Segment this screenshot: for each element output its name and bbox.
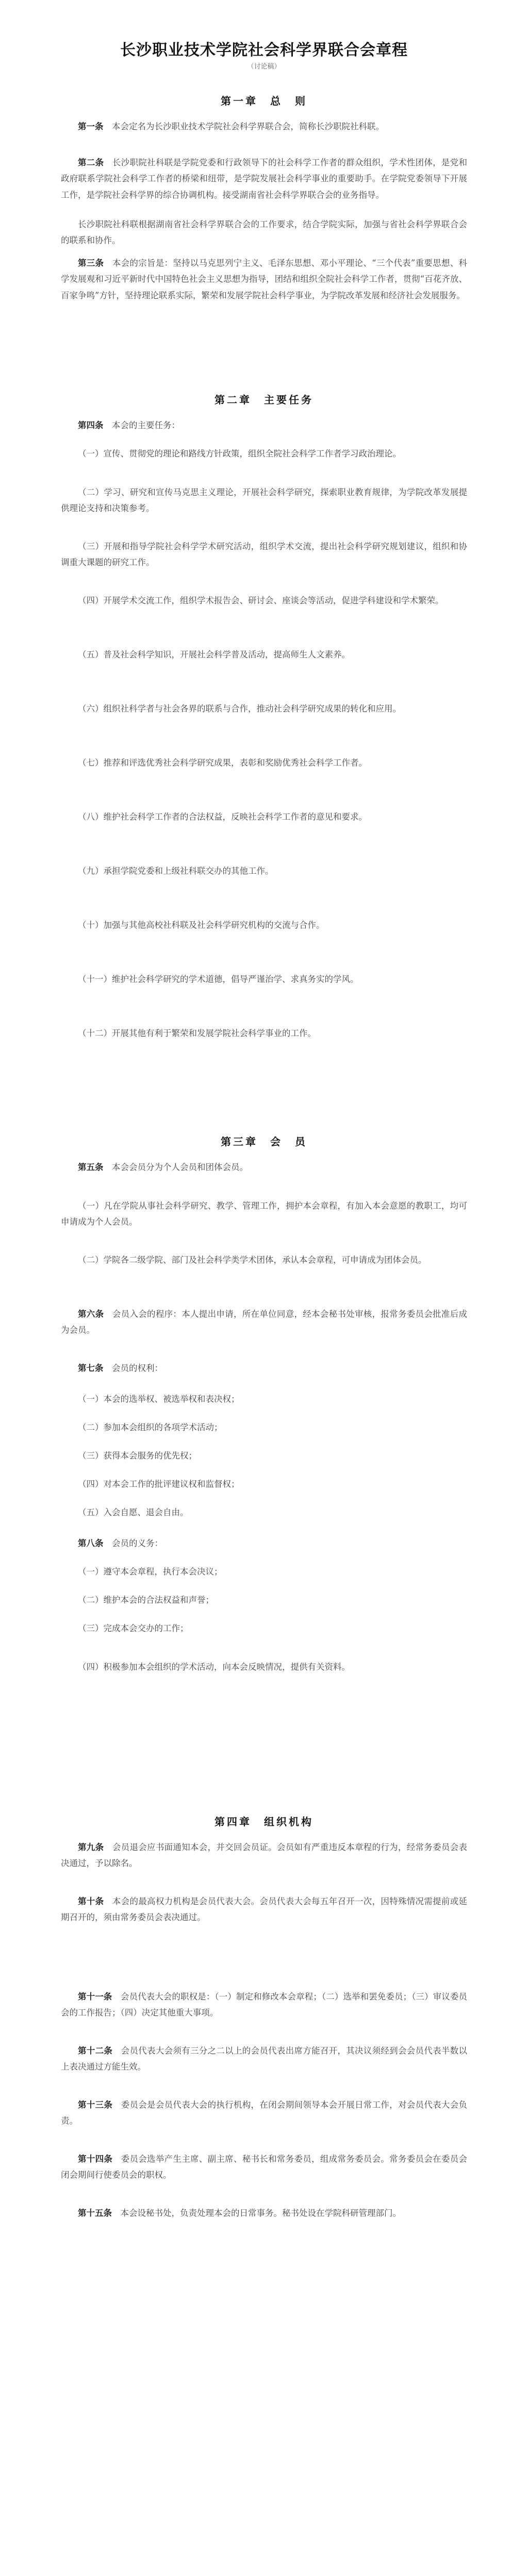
article-text: 长沙职院社科联是学院党委和行政领导下的社会科学工作者的群众组织，学术性团体，是党和政府联系学院社会科学工作者的桥梁和纽带，是学院发展社会科学事业的重要助手。在学院党委领导下开展工作，是学院社会科学界的综合协调机构。接受湖南省社会科学界联合会的业务指导。 — [61, 158, 468, 200]
article-text: 会员退会应书面通知本会，并交回会员证。会员如有严重违反本章程的行为，经常务委员会表决通过，予以除名。 — [61, 1842, 468, 1869]
article-text: 委员会是会员代表大会的执行机构，在闭会期间领导本会开展日常工作，对会员代表大会负责。 — [61, 2100, 468, 2126]
article-paragraph — [61, 417, 467, 433]
article-text: （一）本会的选举权、被选举权和表决权； — [78, 1394, 240, 1404]
article-text: （二）学习、研究和宣传马克思主义理论，开展社会科学研究，探索职业教育规律，为学院改革发展提供理论支持和决策参考。 — [61, 487, 467, 514]
article-text: （四）开展学术交流工作，组织学术报告会、研讨会、座谈会等活动，促进学科建设和学术繁荣。 — [78, 596, 444, 605]
chapter-heading: 第三章 会 员 — [221, 1136, 307, 1148]
article-paragraph — [61, 917, 467, 933]
article-text: 会员入会的程序：本人提出申请，所在单位同意，经本会秘书处审核，报常务委员会批准后成为会员。 — [61, 1309, 468, 1335]
document-title: 长沙职业技术学院社会科学界联合会章程 — [120, 41, 408, 59]
article-text: （一）宣传、贯彻党的理论和路线方针政策，组织全院社会科学工作者学习政治理论。 — [78, 449, 401, 459]
article-text: （九）承担学院党委和上级社科联交办的其他工作。 — [78, 866, 274, 876]
article-number: 第四条 — [78, 420, 104, 430]
article-text: （三）开展和指导学院社会科学学术研究活动，组织学术交流，提出社会科学研究规划建议，组织和协调重大课题的研究工作。 — [61, 541, 467, 568]
article-number: 第十三条 — [78, 2100, 113, 2110]
article-paragraph — [61, 1989, 467, 2021]
article-text: 长沙职院社科联根据湖南省社会科学界联合会的工作要求，结合学院实际，加强与省社会科学界联合会的联系和协作。 — [61, 219, 467, 246]
article-paragraph — [61, 1360, 467, 1376]
article-paragraph — [61, 863, 467, 879]
article-paragraph — [61, 1504, 467, 1520]
article-text: （十二）开展其他有利于繁荣和发展学院社会科学事业的工作。 — [78, 1028, 316, 1038]
article-text: 本会的宗旨是：坚持以马克思列宁主义、毛泽东思想、邓小平理论、“三个代表”重要思想、科学发展观和习近平新时代中国特色社会主义思想为指导，团结和组织全院社会科学工作者，贯彻“百花齐放、百家争鸣”方针，坚持理论联系实际，繁荣和发展学院社会科学事业，为学院改革发展和经济社会发展服务。 — [61, 258, 467, 300]
article-paragraph — [61, 155, 467, 203]
article-paragraph — [61, 1476, 467, 1492]
chapter-heading: 第一章 总 则 — [221, 95, 307, 107]
article-text: 本会定名为长沙职业技术学院社会科学界联合会，简称长沙职院社科联。 — [112, 122, 384, 131]
article-paragraph — [61, 446, 467, 462]
article-paragraph — [61, 1448, 467, 1464]
article-text: （三）完成本会交办的工作； — [78, 1623, 189, 1633]
article-paragraph — [61, 755, 467, 771]
article-paragraph — [61, 2151, 467, 2183]
article-text: （二）参加本会组织的各项学术活动； — [78, 1422, 223, 1432]
article-text: （二）维护本会的合法权益和声誉； — [78, 1595, 214, 1605]
article-paragraph — [61, 1419, 467, 1435]
article-paragraph — [61, 1025, 467, 1041]
article-text: 本会会员分为个人会员和团体会员。 — [112, 1162, 248, 1172]
article-text: （一）凡在学院从事社会科学研究、教学、管理工作，拥护本会章程，有加入本会意愿的教职工，均可申请成为个人会员。 — [61, 1201, 467, 1227]
article-text: （四）积极参加本会组织的学术活动，向本会反映情况，提供有关资料。 — [78, 1662, 350, 1672]
article-paragraph — [61, 1839, 467, 1872]
article-number: 第三条 — [78, 258, 104, 268]
article-text: 本会的主要任务： — [112, 420, 180, 430]
article-text: 会员的义务： — [112, 1538, 163, 1548]
article-text: 本会设秘书处，负责处理本会的日常事务。秘书处设在学院科研管理部门。 — [120, 2208, 401, 2218]
chapter-heading: 第二章 主要任务 — [214, 394, 314, 406]
article-number: 第八条 — [78, 1538, 104, 1548]
article-paragraph — [61, 701, 467, 717]
article-text: （二）学院各二级学院、部门及社会科学类学术团体，承认本会章程，可申请成为团体会员。 — [78, 1255, 427, 1265]
article-text: 会员的权利： — [112, 1363, 163, 1373]
article-text: （六）组织社科学者与社会各界的联系与合作，推动社会科学研究成果的转化和应用。 — [78, 704, 401, 714]
article-text: （十）加强与其他高校社科联及社会科学研究机构的交流与合作。 — [78, 920, 325, 930]
article-text: 会员代表大会须有三分之二以上的会员代表出席方能召开，其决议须经到会会员代表半数以上表决通过方能生效。 — [61, 2046, 468, 2072]
article-paragraph — [61, 484, 467, 517]
article-paragraph — [61, 1564, 467, 1580]
article-paragraph — [61, 216, 467, 249]
article-text: 会员代表大会的职权是：（一）制定和修改本会章程；（二）选举和罢免委员；（三）审议委员会的工作报告；（四）决定其他重大事项。 — [61, 1992, 468, 2018]
article-paragraph — [61, 647, 467, 663]
article-number: 第五条 — [78, 1162, 104, 1172]
article-number: 第十五条 — [78, 2208, 112, 2218]
article-paragraph — [61, 971, 467, 987]
article-number: 第十一条 — [78, 1992, 112, 2002]
article-text: （五）入会自愿、退会自由。 — [78, 1507, 189, 1517]
article-paragraph — [61, 1535, 467, 1551]
article-paragraph — [61, 118, 467, 134]
article-paragraph — [61, 1159, 467, 1175]
article-number: 第九条 — [78, 1842, 104, 1852]
article-paragraph — [61, 1592, 467, 1608]
article-text: 委员会选举产生主席、副主席、秘书长和常务委员，组成常务委员会。常务委员会在委员会闭会期间行使委员会的职权。 — [61, 2154, 468, 2180]
article-paragraph — [61, 255, 467, 303]
article-paragraph — [61, 538, 467, 571]
article-paragraph — [61, 2043, 467, 2075]
article-paragraph — [61, 1391, 467, 1407]
article-paragraph — [61, 1620, 467, 1636]
article-text: （三）获得本会服务的优先权； — [78, 1451, 197, 1461]
article-number: 第七条 — [78, 1363, 104, 1373]
article-number: 第一条 — [78, 122, 104, 131]
article-paragraph — [61, 1198, 467, 1230]
document-subtitle: （讨论稿） — [247, 63, 281, 71]
article-number: 第六条 — [78, 1309, 104, 1319]
article-text: 本会的最高权力机构是会员代表大会。会员代表大会每五年召开一次，因特殊情况需提前或延期召开的，须由常务委员会表决通过。 — [61, 1896, 468, 1923]
article-text: （一）遵守本会章程，执行本会决议； — [78, 1567, 223, 1577]
article-paragraph — [61, 2205, 467, 2221]
article-number: 第十二条 — [78, 2046, 113, 2056]
article-text: （五）普及社会科学知识，开展社会科学普及活动，提高师生人文素养。 — [78, 650, 350, 659]
article-paragraph — [61, 1893, 467, 1926]
article-paragraph — [61, 1306, 467, 1338]
article-number: 第二条 — [78, 158, 104, 167]
article-number: 第十条 — [78, 1896, 104, 1906]
article-paragraph — [61, 592, 467, 608]
article-text: （四）对本会工作的批评建议权和监督权； — [78, 1479, 240, 1489]
article-paragraph — [61, 1252, 467, 1268]
article-text: （十一）维护社会科学研究的学术道德，倡导严谨治学、求真务实的学风。 — [78, 974, 359, 984]
article-paragraph — [61, 809, 467, 825]
chapter-heading: 第四章 组织机构 — [214, 1816, 314, 1828]
article-paragraph — [61, 1659, 467, 1675]
article-text: （七）推荐和评选优秀社会科学研究成果，表彰和奖励优秀社会科学工作者。 — [78, 758, 367, 768]
article-text: （八）维护社会科学工作者的合法权益，反映社会科学工作者的意见和要求。 — [78, 812, 367, 822]
article-paragraph — [61, 2097, 467, 2129]
article-number: 第十四条 — [78, 2154, 113, 2164]
